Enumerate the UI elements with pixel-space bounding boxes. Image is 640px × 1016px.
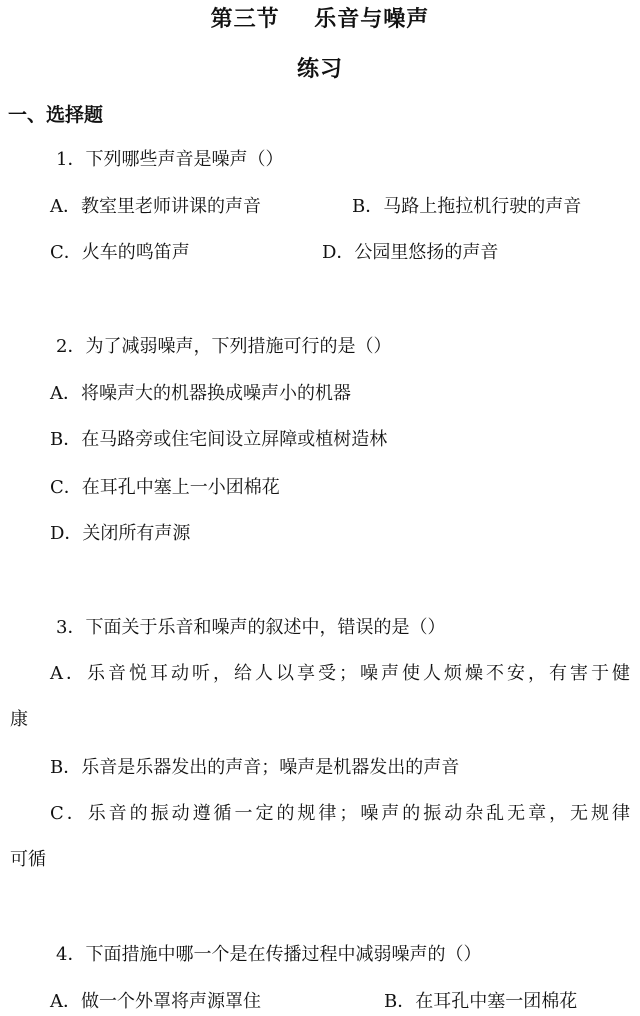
question-1-stem: 1．下列哪些声音是噪声（）	[56, 149, 284, 170]
question-4-option-b: B．在耳孔中塞一团棉花	[384, 991, 578, 1012]
question-1-option-b: B．马路上拖拉机行驶的声音	[352, 196, 582, 217]
question-2-option-a: A．将噪声大的机器换成噪声小的机器	[50, 383, 351, 404]
question-3-option-c-line1: C．乐音的振动遵循一定的规律；噪声的振动杂乱无章，无规律	[50, 803, 630, 824]
question-2-option-b: B．在马路旁或住宅间设立屏障或植树造林	[50, 429, 388, 450]
question-3-stem: 3．下面关于乐音和噪声的叙述中，错误的是（）	[56, 617, 446, 638]
question-3-option-a	[10, 662, 630, 732]
page-title: 第三节 乐音与噪声	[210, 7, 430, 32]
question-3-option-c-line2: 可循	[10, 849, 46, 870]
question-2-option-c: C．在耳孔中塞上一小团棉花	[50, 477, 280, 498]
question-3-option-a-line1: A．乐音悦耳动听，给人以享受；噪声使人烦燥不安，有害于健	[50, 663, 630, 684]
question-2-stem: 2．为了减弱噪声，下列措施可行的是（）	[56, 336, 392, 357]
section-heading: 一、选择题	[8, 104, 104, 126]
question-3-option-b: B．乐音是乐器发出的声音；噪声是机器发出的声音	[50, 757, 460, 778]
question-1-option-d: D．公园里悠扬的声音	[322, 242, 499, 263]
question-4-stem: 4．下面措施中哪一个是在传播过程中减弱噪声的（）	[56, 944, 482, 965]
question-3-option-a-line2: 康	[10, 709, 28, 730]
question-1-option-a: A．教室里老师讲课的声音	[50, 196, 261, 217]
question-2-option-d: D．关闭所有声源	[50, 523, 191, 544]
question-4-option-a: A．做一个外罩将声源罩住	[50, 991, 261, 1012]
question-3-option-c	[10, 802, 630, 872]
page-subtitle: 练习	[296, 57, 343, 82]
question-1-option-c: C．火车的鸣笛声	[50, 242, 190, 263]
